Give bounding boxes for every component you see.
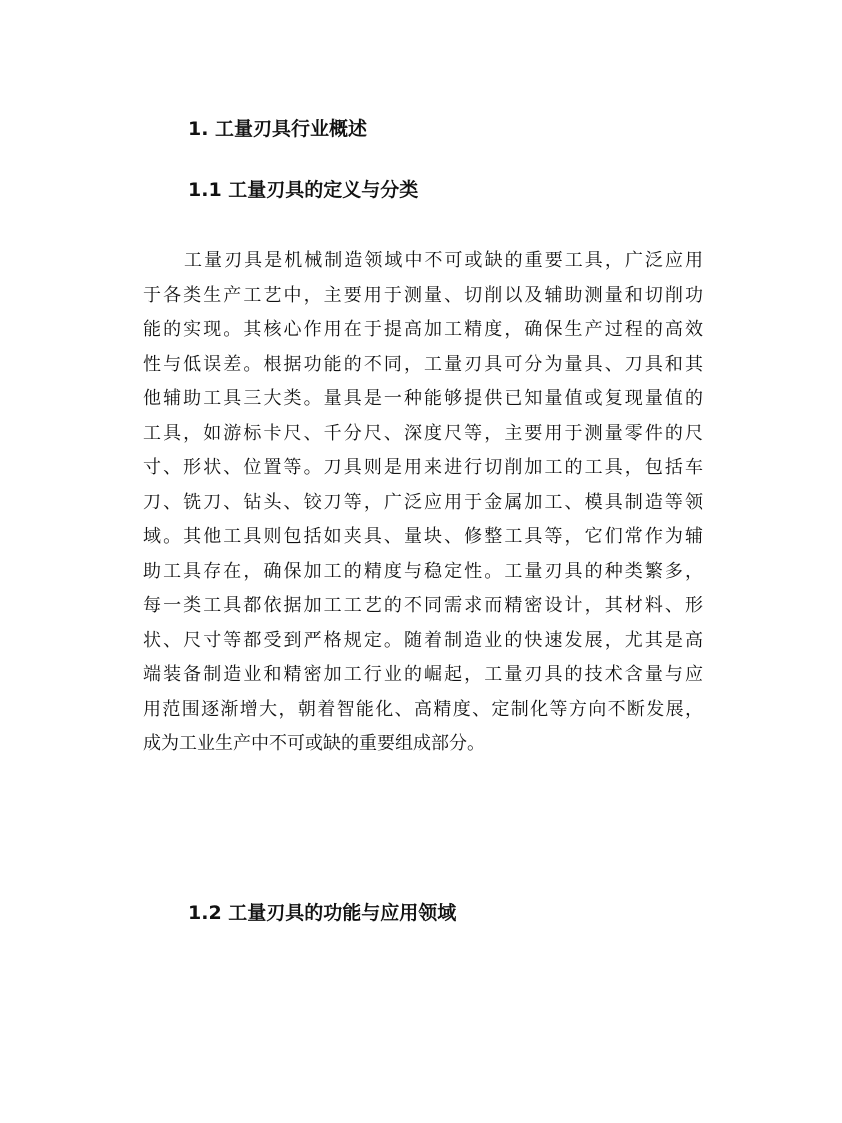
body-paragraph xyxy=(143,244,703,762)
paragraph-line: 寸、形状、位置等。刀具则是用来进行切削加工的工具，包括车 xyxy=(143,457,703,478)
paragraph-line: 每一类工具都依据加工工艺的不同需求而精密设计，其材料、形 xyxy=(143,595,703,616)
paragraph-line: 端装备制造业和精密加工行业的崛起，工量刃具的技术含量与应 xyxy=(143,664,703,685)
paragraph-line: 他辅助工具三大类。量具是一种能够提供已知量值或复现量值的 xyxy=(143,388,703,409)
paragraph-line: 域。其他工具则包括如夹具、量块、修整工具等，它们常作为辅 xyxy=(143,526,703,547)
paragraph-line: 成为工业生产中不可或缺的重要组成部分。 xyxy=(143,733,485,754)
paragraph-line: 助工具存在，确保加工的精度与稳定性。工量刃具的种类繁多， xyxy=(143,560,703,582)
section-heading-1-2: 1.2 工量刃具的功能与应用领域 xyxy=(188,902,457,924)
chapter-heading: 1. 工量刃具行业概述 xyxy=(188,118,368,140)
paragraph-line: 于各类生产工艺中，主要用于测量、切削以及辅助测量和切削功 xyxy=(143,284,703,306)
paragraph-line: 用范围逐渐增大，朝着智能化、高精度、定制化等方向不断发展， xyxy=(143,698,703,720)
paragraph-line: 能的实现。其核心作用在于提高加工精度，确保生产过程的高效 xyxy=(143,319,703,340)
paragraph-line: 刀、铣刀、钻头、铰刀等，广泛应用于金属加工、模具制造等领 xyxy=(143,491,703,513)
paragraph-line: 状、尺寸等都受到严格规定。随着制造业的快速发展，尤其是高 xyxy=(143,629,703,651)
paragraph-line: 性与低误差。根据功能的不同，工量刃具可分为量具、刀具和其 xyxy=(143,353,703,375)
paragraph-line: 工量刃具是机械制造领域中不可或缺的重要工具，广泛应用 xyxy=(184,250,703,271)
section-heading-1-1: 1.1 工量刃具的定义与分类 xyxy=(188,179,419,201)
paragraph-line: 工具，如游标卡尺、千分尺、深度尺等，主要用于测量零件的尺 xyxy=(143,422,703,444)
